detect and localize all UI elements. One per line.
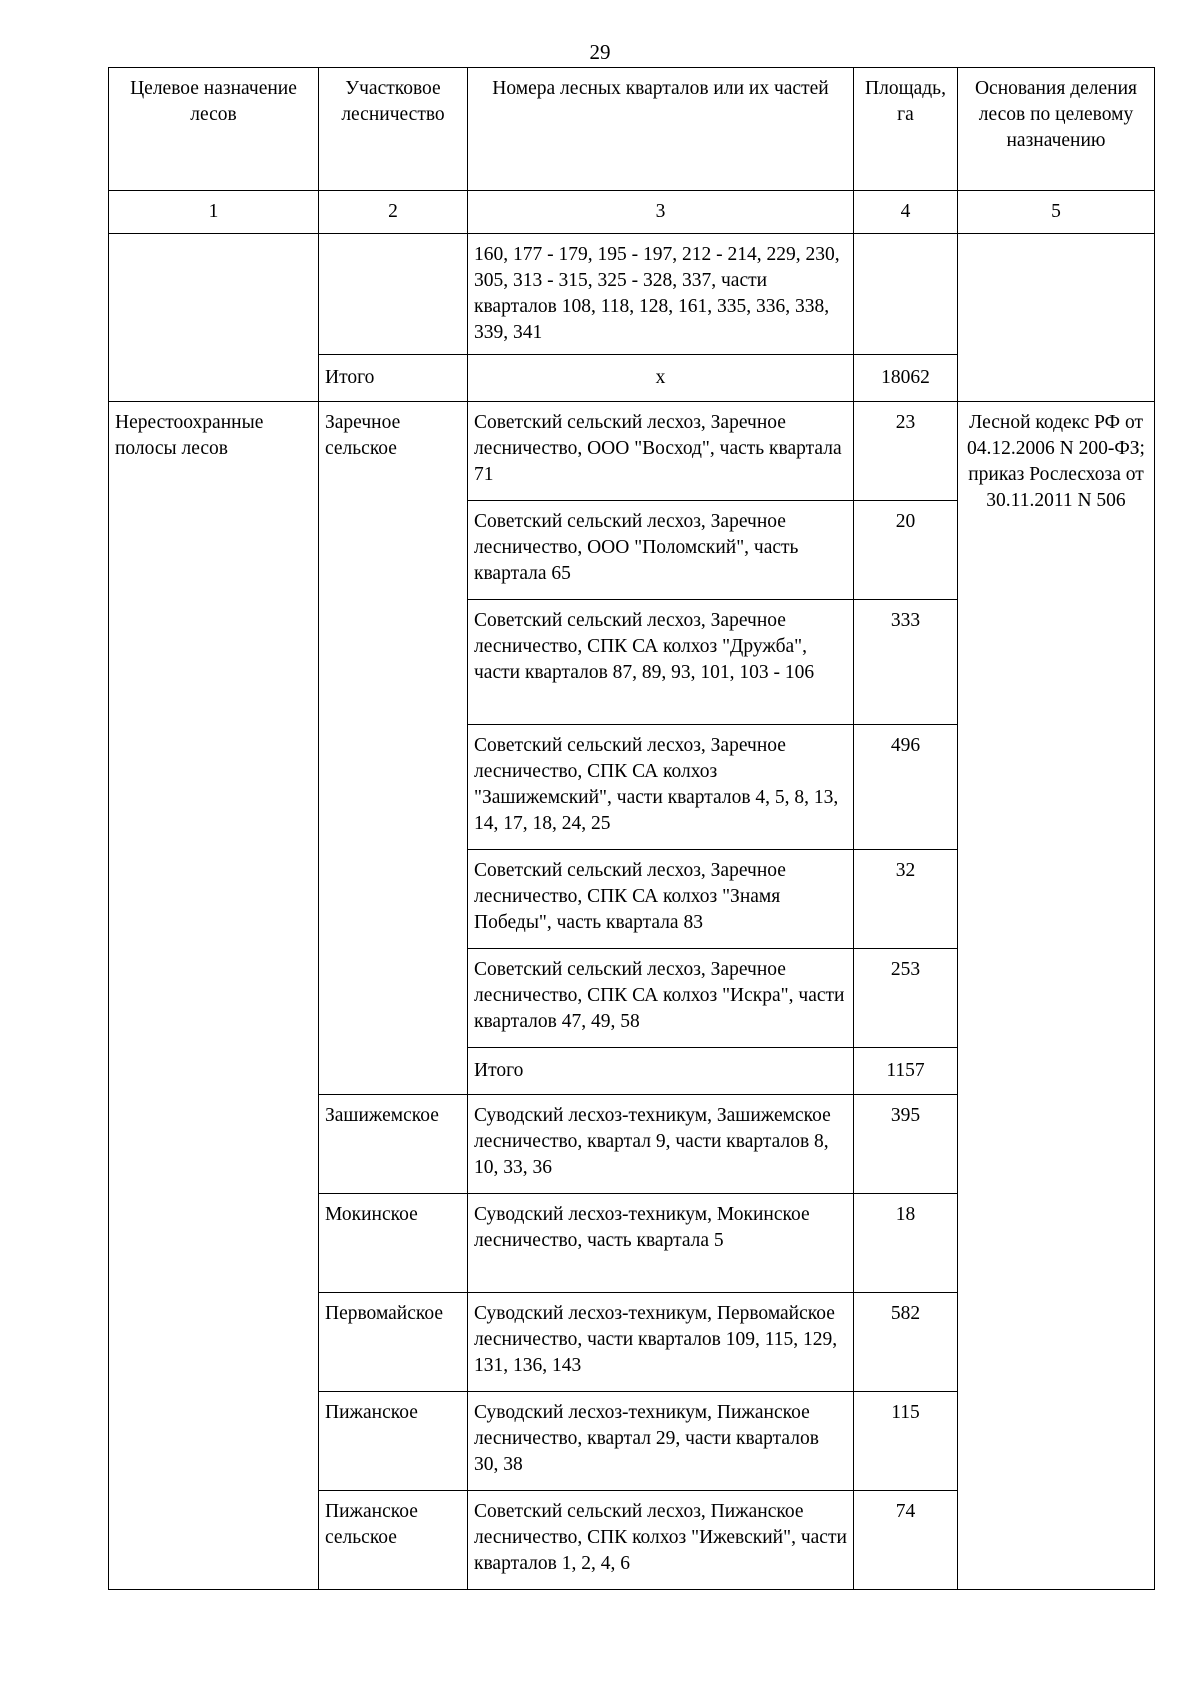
area-cell: 18	[854, 1194, 958, 1293]
quarters-cell: Советский сельский лесхоз, Заречное лесничество, СПК СА колхоз "Дружба", части кварталов 87, 89, 93, 101, 103 - 106	[468, 600, 854, 725]
column-number: 3	[468, 191, 854, 234]
column-number: 4	[854, 191, 958, 234]
quarters-cell: Советский сельский лесхоз, Заречное лесничество, СПК СА колхоз "Зашижемский", части кварталов 4, 5, 8, 13, 14, 17, 18, 24, 25	[468, 725, 854, 850]
table-header-row	[109, 68, 1155, 191]
forestry-cell: Пижанское	[319, 1392, 468, 1491]
area-cell: 253	[854, 949, 958, 1048]
header-purpose: Целевое назначение лесов	[109, 68, 319, 191]
quarters-cell: Суводский лесхоз-техникум, Зашижемское лесничество, квартал 9, части кварталов 8, 10, 33, 36	[468, 1095, 854, 1194]
area-cell: 333	[854, 600, 958, 725]
quarters-cell: Суводский лесхоз-техникум, Первомайское лесничество, части кварталов 109, 115, 129, 131, 136, 143	[468, 1293, 854, 1392]
quarters-cell: Суводский лесхоз-техникум, Пижанское лесничество, квартал 29, части кварталов 30, 38	[468, 1392, 854, 1491]
total-area: 18062	[854, 355, 958, 402]
header-forestry: Участковое лесничество	[319, 68, 468, 191]
header-area: Площадь, га	[854, 68, 958, 191]
area-cell: 74	[854, 1491, 958, 1590]
total-label: Итого	[319, 355, 468, 402]
quarters-cell: Советский сельский лесхоз, Заречное лесничество, ООО "Восход", часть квартала 71	[468, 402, 854, 501]
quarters-cell: Советский сельский лесхоз, Заречное лесничество, СПК СА колхоз "Знамя Победы", часть квартала 83	[468, 850, 854, 949]
area-cell: 395	[854, 1095, 958, 1194]
page-number: 29	[589, 40, 611, 64]
header-basis: Основания деления лесов по целевому назначению	[958, 68, 1155, 191]
area-cell: 23	[854, 402, 958, 501]
column-number: 5	[958, 191, 1155, 234]
table-row	[109, 234, 1155, 355]
quarters-cell: Советский сельский лесхоз, Пижанское лесничество, СПК колхоз "Ижевский", части кварталов 1, 2, 4, 6	[468, 1491, 854, 1590]
quarters-cell: Советский сельский лесхоз, Заречное лесничество, СПК СА колхоз "Искра", части кварталов 47, 49, 58	[468, 949, 854, 1048]
column-number: 2	[319, 191, 468, 234]
total-label: Итого	[468, 1048, 854, 1095]
forestry-cell: Мокинское	[319, 1194, 468, 1293]
area-cell: 582	[854, 1293, 958, 1392]
basis-cell: Лесной кодекс РФ от 04.12.2006 N 200-ФЗ; приказ Рослесхоза от 30.11.2011 N 506	[958, 402, 1155, 1590]
column-number: 1	[109, 191, 319, 234]
empty-cell	[109, 234, 319, 402]
forestry-cell: Первомайское	[319, 1293, 468, 1392]
column-number-row	[109, 191, 1155, 234]
forestry-cell: Зашижемское	[319, 1095, 468, 1194]
purpose-cell: Нерестоохранные полосы лесов	[109, 402, 319, 1590]
empty-cell	[319, 234, 468, 355]
area-cell: 20	[854, 501, 958, 600]
empty-cell	[854, 234, 958, 355]
area-cell: 496	[854, 725, 958, 850]
empty-cell	[958, 234, 1155, 402]
quarters-cell: Советский сельский лесхоз, Заречное лесничество, ООО "Поломский", часть квартала 65	[468, 501, 854, 600]
header-quarters: Номера лесных кварталов или их частей	[468, 68, 854, 191]
area-cell: 115	[854, 1392, 958, 1491]
quarters-cell: 160, 177 - 179, 195 - 197, 212 - 214, 229, 230, 305, 313 - 315, 325 - 328, 337, части кварталов 108, 118, 128, 161, 335, 336, 338, 339, 341	[468, 234, 854, 355]
total-quarters: x	[468, 355, 854, 402]
forestry-cell: Пижанское сельское	[319, 1491, 468, 1590]
total-area: 1157	[854, 1048, 958, 1095]
forest-purpose-table	[108, 67, 1155, 1590]
forestry-cell: Заречное сельское	[319, 402, 468, 1095]
quarters-cell: Суводский лесхоз-техникум, Мокинское лесничество, часть квартала 5	[468, 1194, 854, 1293]
area-cell: 32	[854, 850, 958, 949]
table-row	[109, 402, 1155, 501]
